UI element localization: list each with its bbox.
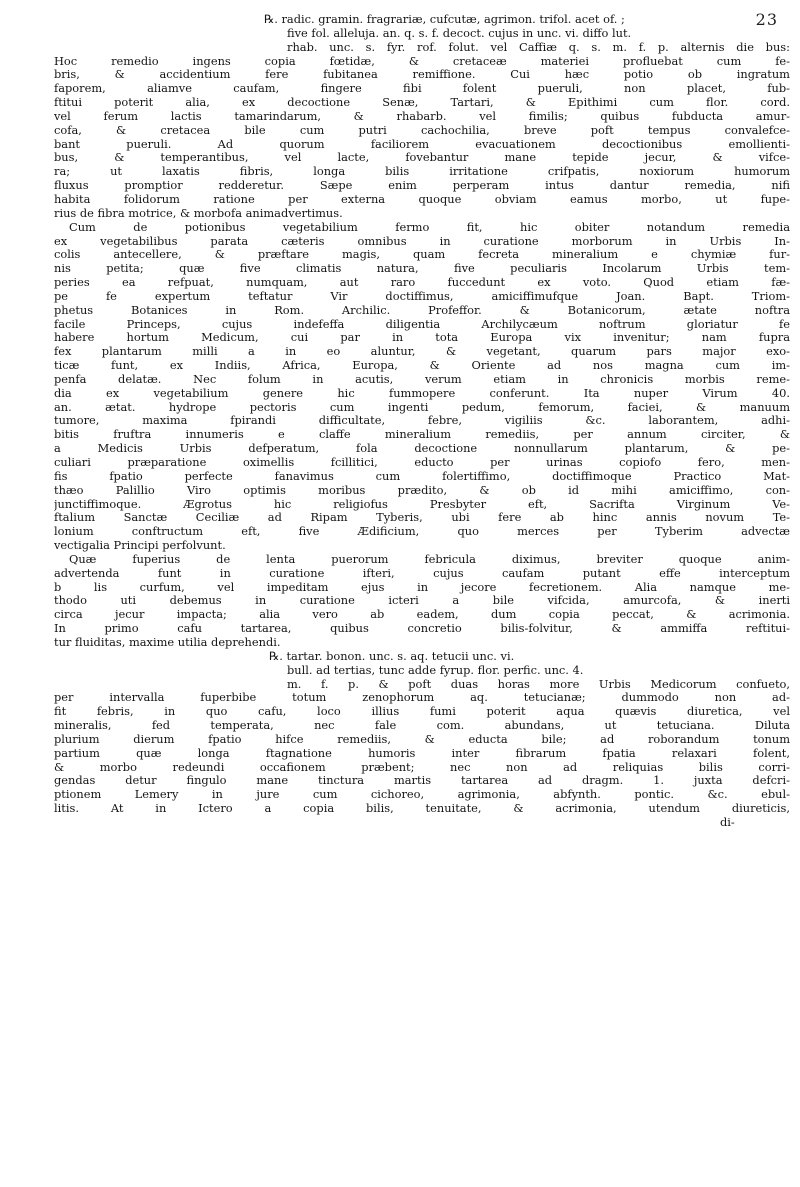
text-line: pe fe expertum teftatur Vir doctiffimus, amiciffimufque Joan. Bapt. Triom- xyxy=(54,289,790,303)
text-line: lonium conftructum eft, five Ædificium, quo merces per Tyberim advectæ xyxy=(54,525,790,539)
text-line: vectigalia Principi perfolvunt. xyxy=(54,539,226,553)
text-line: bus, & temperantibus, vel lacte, fovebantur mane tepide jecur, & vifce- xyxy=(54,151,790,165)
text-line: ℞. tartar. bonon. unc. s. aq. tetucii unc. vi. xyxy=(269,649,515,663)
text-line: faporem, aliamve caufam, fingere fibi folent pueruli, non placet, fub- xyxy=(54,82,790,96)
text-line: thæo Palillio Viro optimis moribus prædito, & ob id mihi amiciffimo, con- xyxy=(54,483,790,497)
text-line: junctiffimoque. Ægrotus hic religiofus Presbyter eft, Sacrifta Virginum Ve- xyxy=(54,497,790,511)
text-line: penfa delatæ. Nec folum in acutis, verum etiam in chronicis morbis reme- xyxy=(54,372,790,386)
text-line: plurium dierum fpatio hifce remediis, & educta bile; ad roborandum tonum xyxy=(54,732,790,746)
text-line: facile Princeps, cujus indefeffa diligentia Archilycæum noftrum gloriatur fe xyxy=(54,317,790,331)
text-line: phetus Botanices in Rom. Archilic. Profeffor. & Botanicorum, ætate noftra xyxy=(54,303,790,317)
text-line: ra; ut laxatis fibris, longa bilis irritatione crifpatis, noxiorum humorum xyxy=(54,165,790,179)
text-line: mineralis, fed temperata, nec fale com. abundans, ut tetuciana. Diluta xyxy=(54,719,790,733)
page-number: 23 xyxy=(755,10,778,29)
text-line: an. ætat. hydrope pectoris cum ingenti pedum, femorum, faciei, & manuum xyxy=(54,400,790,414)
text-line: peries ea refpuat, numquam, aut raro fuccedunt ex voto. Quod etiam fæ- xyxy=(54,276,790,290)
text-line: bull. ad tertias, tunc adde fyrup. flor. perfic. unc. 4. xyxy=(287,663,584,677)
text-line: circa jecur impacta; alia vero ab eadem, dum copia peccat, & acrimonia. xyxy=(54,608,790,622)
text-line: fex plantarum milli a in eo aluntur, & vegetant, quarum pars major exo- xyxy=(54,345,790,359)
text-line: culiari præparatione oximellis fcillitici, educto per urinas copiofo fero, men- xyxy=(54,456,790,469)
text-line: rhab. unc. s. fyr. rof. folut. vel Caffiæ q. s. m. f. p. alternis die bus: xyxy=(287,40,790,54)
body-text xyxy=(54,13,790,830)
text-line: fluxus promptior redderetur. Sæpe enim perperam intus dantur remedia, nifi xyxy=(54,179,790,193)
text-line: di- xyxy=(720,815,735,829)
text-line: litis. At in Ictero a copia bilis, tenuitate, & acrimonia, utendum diureticis, xyxy=(54,802,790,816)
text-line: b lis curfum, vel impeditam ejus in jecore fecretionem. Alia namque me- xyxy=(54,580,790,594)
text-line: cofa, & cretacea bile cum putri cachochilia, breve poft tempus convalefce- xyxy=(54,123,790,137)
text-line: gendas detur fingulo mane tinctura martis tartarea ad dragm. 1. juxta defcri- xyxy=(54,774,790,788)
text-line: m. f. p. & poft duas horas more Urbis Medicorum confueto, xyxy=(287,677,790,691)
text-line: five fol. alleluja. an. q. s. f. decoct. cujus in unc. vi. diffo lut. xyxy=(287,26,632,40)
text-line: bitis fruftra innumeris e claffe mineralium remediis, per annum circiter, & xyxy=(54,428,790,442)
text-line: habita folidorum ratione per externa quoque obviam eamus morbo, ut fupe- xyxy=(54,192,790,206)
text-line: ptionem Lemery in jure cum cichoreo, agrimonia, abfynth. pontic. &c. ebul- xyxy=(54,788,790,802)
text-line: ℞. radic. gramin. fragrariæ, cufcutæ, agrimon. trifol. acet of. ; xyxy=(264,13,625,26)
text-line: partium quæ longa ftagnatione humoris inter fibrarum fpatia relaxari folent, xyxy=(54,746,790,760)
text-line: bant pueruli. Ad quorum faciliorem evacuationem decoctionibus emollienti- xyxy=(54,137,790,151)
text-line: tumore, maxima fpirandi difficultate, febre, vigiliis &c. laborantem, adhi- xyxy=(54,414,790,428)
text-line: advertenda funt in curatione ifteri, cujus caufam putant effe interceptum xyxy=(54,566,790,580)
text-line: dia ex vegetabilium genere hic fummopere conferunt. Ita nuper Virum 40. xyxy=(54,386,790,400)
text-line: & morbo redeundi occafionem præbent; nec non ad reliquias bilis corri- xyxy=(54,760,790,774)
text-line: thodo uti debemus in curatione icteri a bile vifcida, amurcofa, & inerti xyxy=(54,594,790,608)
text-line: ticæ funt, ex Indiis, Africa, Europa, & Oriente ad nos magna cum im- xyxy=(54,359,790,373)
text-line: Quæ fuperius de lenta puerorum febricula diximus, breviter quoque anim- xyxy=(69,552,790,566)
text-line: ex vegetabilibus parata cæteris omnibus in curatione morborum in Urbis In- xyxy=(54,234,790,248)
text-line: rius de fibra motrice, & morbofa animadvertimus. xyxy=(54,206,343,220)
text-line: per intervalla fuperbibe totum zenophorum aq. tetucianæ; dummodo non ad- xyxy=(54,691,790,705)
text-line: ftalium Sanctæ Ceciliæ ad Ripam Tyberis, ubi fere ab hinc annis novum Te- xyxy=(54,511,790,525)
text-line: ftitui poterit alia, ex decoctione Senæ, Tartari, & Epithimi cum flor. cord. xyxy=(54,96,790,110)
text-line: Cum de potionibus vegetabilium fermo fit, hic obiter notandum remedia xyxy=(69,220,790,234)
text-line: fit febris, in quo cafu, loco illius fumi poterit aqua quævis diuretica, vel xyxy=(54,705,790,719)
text-line: a Medicis Urbis defperatum, fola decoctione nonnullarum plantarum, & pe- xyxy=(54,442,790,456)
text-line: nis petita; quæ five climatis natura, five peculiaris Incolarum Urbis tem- xyxy=(54,262,790,276)
text-line: bris, & accidentium fere fubitanea remiffione. Cui hæc potio ob ingratum xyxy=(54,68,790,82)
text-line: In primo cafu tartarea, quibus concretio bilis-folvitur, & ammiffa reftitui- xyxy=(54,622,790,636)
text-line: colis antecellere, & præftare magis, quam fecreta mineralium e chymiæ fur- xyxy=(54,248,790,262)
text-line: vel ferum lactis tamarindarum, & rhabarb. vel fimilis; quibus fubducta amur- xyxy=(54,109,790,123)
text-line: habere hortum Medicum, cui par in tota Europa vix invenitur; nam fupra xyxy=(54,331,790,345)
text-line: Hoc remedio ingens copia fœtidæ, & cretaceæ materiei profluebat cum fe- xyxy=(54,54,790,68)
text-line: fis fpatio perfecte fanavimus cum folertiffimo, doctiffimoque Practico Mat- xyxy=(54,469,790,483)
text-line: tur fluiditas, maxime utilia deprehendi. xyxy=(54,635,281,649)
